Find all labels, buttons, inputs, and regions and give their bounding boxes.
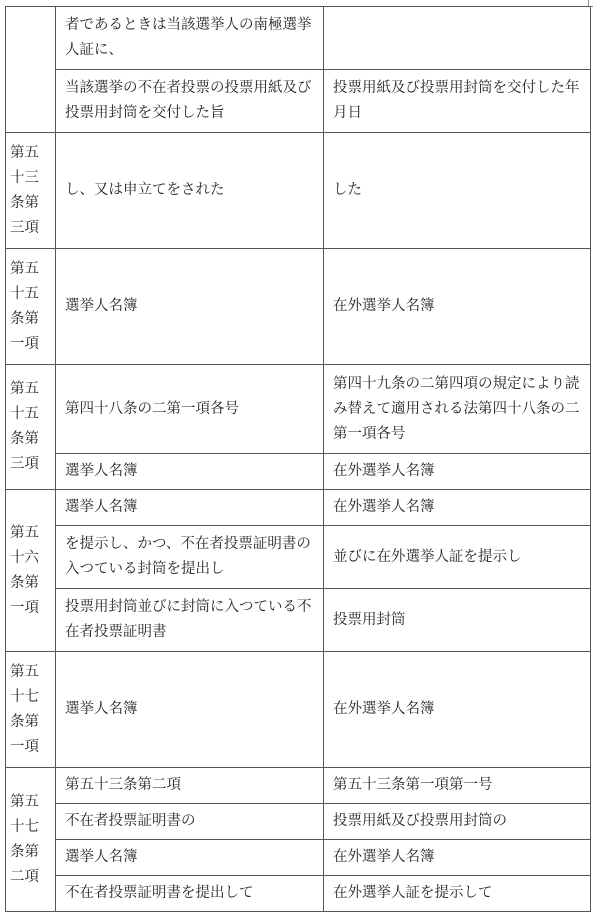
article-cell: 第五十五条第一項 xyxy=(6,249,56,365)
original-text-cell: 者であるときは当該選挙人の南極選挙人証に、 xyxy=(56,7,324,70)
replacement-text-cell: 並びに在外選挙人証を提示し xyxy=(324,526,591,589)
original-text-cell: 選挙人名簿 xyxy=(56,840,324,876)
replacement-text-cell: 在外選挙人名簿 xyxy=(324,249,591,365)
table-row xyxy=(6,249,591,365)
replacement-text-cell: 在外選挙人名簿 xyxy=(324,454,591,490)
replacement-text-cell: 第五十三条第一項第一号 xyxy=(324,768,591,804)
table-row xyxy=(6,652,591,768)
table-row xyxy=(6,804,591,840)
original-text-cell: を提示し、かつ、不在者投票証明書の入つている封筒を提出し xyxy=(56,526,324,589)
article-cell: 第五十五条第三項 xyxy=(6,365,56,490)
table-row xyxy=(6,876,591,912)
replacement-text-cell: 投票用封筒 xyxy=(324,589,591,652)
original-text-cell: 選挙人名簿 xyxy=(56,652,324,768)
replacement-text-cell: した xyxy=(324,133,591,249)
original-text-cell: 投票用封筒並びに封筒に入つている不在者投票証明書 xyxy=(56,589,324,652)
original-text-cell: 不在者投票証明書を提出して xyxy=(56,876,324,912)
original-text-cell: し、又は申立てをされた xyxy=(56,133,324,249)
table-row xyxy=(6,526,591,589)
article-cell: 第五十六条第一項 xyxy=(6,490,56,652)
replacement-text-cell: 在外選挙人証を提示して xyxy=(324,876,591,912)
article-cell: 第五十三条第三項 xyxy=(6,133,56,249)
original-text-cell: 選挙人名簿 xyxy=(56,454,324,490)
replacement-text-cell: 在外選挙人名簿 xyxy=(324,840,591,876)
replacement-text-cell: 在外選挙人名簿 xyxy=(324,652,591,768)
article-cell xyxy=(6,7,56,133)
table-row xyxy=(6,133,591,249)
table-row xyxy=(6,365,591,454)
original-text-cell: 第四十八条の二第一項各号 xyxy=(56,365,324,454)
original-text-cell: 当該選挙の不在者投票の投票用紙及び投票用封筒を交付した旨 xyxy=(56,70,324,133)
replacement-text-cell: 投票用紙及び投票用封筒を交付した年月日 xyxy=(324,70,591,133)
table-row xyxy=(6,589,591,652)
original-text-cell: 選挙人名簿 xyxy=(56,249,324,365)
replacement-text-cell: 第四十九条の二第四項の規定により読み替えて適用される法第四十八条の二第一項各号 xyxy=(324,365,591,454)
original-text-cell: 選挙人名簿 xyxy=(56,490,324,526)
table-row xyxy=(6,490,591,526)
table-row xyxy=(6,7,591,70)
table-row xyxy=(6,454,591,490)
table-row xyxy=(6,768,591,804)
replacement-text-cell: 投票用紙及び投票用封筒の xyxy=(324,804,591,840)
article-cell: 第五十七条第一項 xyxy=(6,652,56,768)
law-replacement-table xyxy=(5,6,591,912)
original-text-cell: 不在者投票証明書の xyxy=(56,804,324,840)
replacement-text-cell xyxy=(324,7,591,70)
table-row xyxy=(6,70,591,133)
original-text-cell: 第五十三条第二項 xyxy=(56,768,324,804)
article-cell: 第五十七条第二項 xyxy=(6,768,56,912)
table-row xyxy=(6,840,591,876)
replacement-text-cell: 在外選挙人名簿 xyxy=(324,490,591,526)
